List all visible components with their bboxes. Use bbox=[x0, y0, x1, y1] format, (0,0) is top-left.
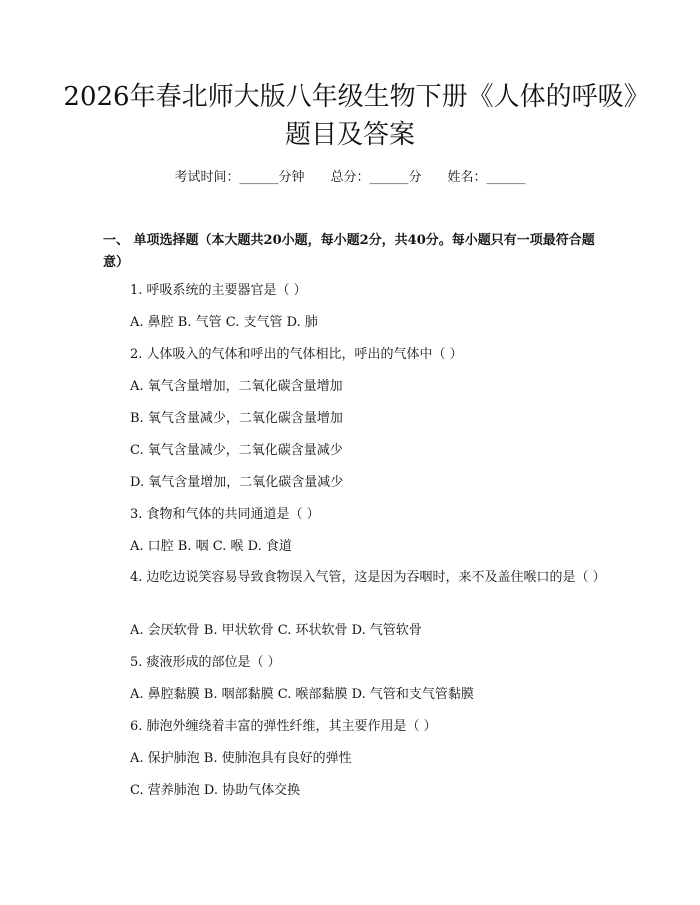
question-6-options-ab: A. 保护肺泡 B. 使肺泡具有良好的弹性 bbox=[130, 751, 352, 766]
section-heading: 一、 单项选择题（本大题共20小题，每小题2分，共40分。每小题只有一项最符合题意） bbox=[103, 233, 595, 270]
document-title: 2026年春北师大版八年级生物下册《人体的呼吸》题目及答案 bbox=[63, 82, 637, 150]
exam-total-score: 总分：______分 bbox=[330, 170, 422, 185]
question-3-options: A. 口腔 B. 咽 C. 喉 D. 食道 bbox=[130, 539, 292, 554]
exam-info bbox=[0, 168, 700, 188]
question-6-options-cd: C. 营养肺泡 D. 协助气体交换 bbox=[130, 783, 301, 798]
question-2-option-b: B. 氧气含量减少，二氧化碳含量增加 bbox=[130, 411, 343, 426]
question-5-stem: 5. 痰液形成的部位是（ ） bbox=[130, 655, 281, 670]
exam-time: 考试时间：______分钟 bbox=[174, 170, 305, 185]
question-4-stem: 4. 边吃边说笑容易导致食物误入气管，这是因为吞咽时，来不及盖住喉口的是（ ） bbox=[130, 570, 606, 585]
question-1-stem: 1. 呼吸系统的主要器官是（ ） bbox=[130, 283, 307, 298]
question-5-options: A. 鼻腔黏膜 B. 咽部黏膜 C. 喉部黏膜 D. 气管和支气管黏膜 bbox=[130, 687, 474, 702]
question-2-stem: 2. 人体吸入的气体和呼出的气体相比，呼出的气体中（ ） bbox=[130, 347, 463, 362]
question-2-option-d: D. 氧气含量增加，二氧化碳含量减少 bbox=[130, 475, 344, 490]
question-6-stem: 6. 肺泡外缠绕着丰富的弹性纤维，其主要作用是（ ） bbox=[130, 719, 437, 734]
question-2-option-a: A. 氧气含量增加，二氧化碳含量增加 bbox=[130, 379, 343, 394]
question-3-stem: 3. 食物和气体的共同通道是（ ） bbox=[130, 507, 320, 522]
exam-name-field: 姓名：______ bbox=[447, 170, 526, 185]
question-1-options: A. 鼻腔 B. 气管 C. 支气管 D. 肺 bbox=[130, 315, 318, 330]
question-2-option-c: C. 氧气含量减少，二氧化碳含量减少 bbox=[130, 443, 343, 458]
question-4-options: A. 会厌软骨 B. 甲状软骨 C. 环状软骨 D. 气管软骨 bbox=[130, 623, 422, 638]
